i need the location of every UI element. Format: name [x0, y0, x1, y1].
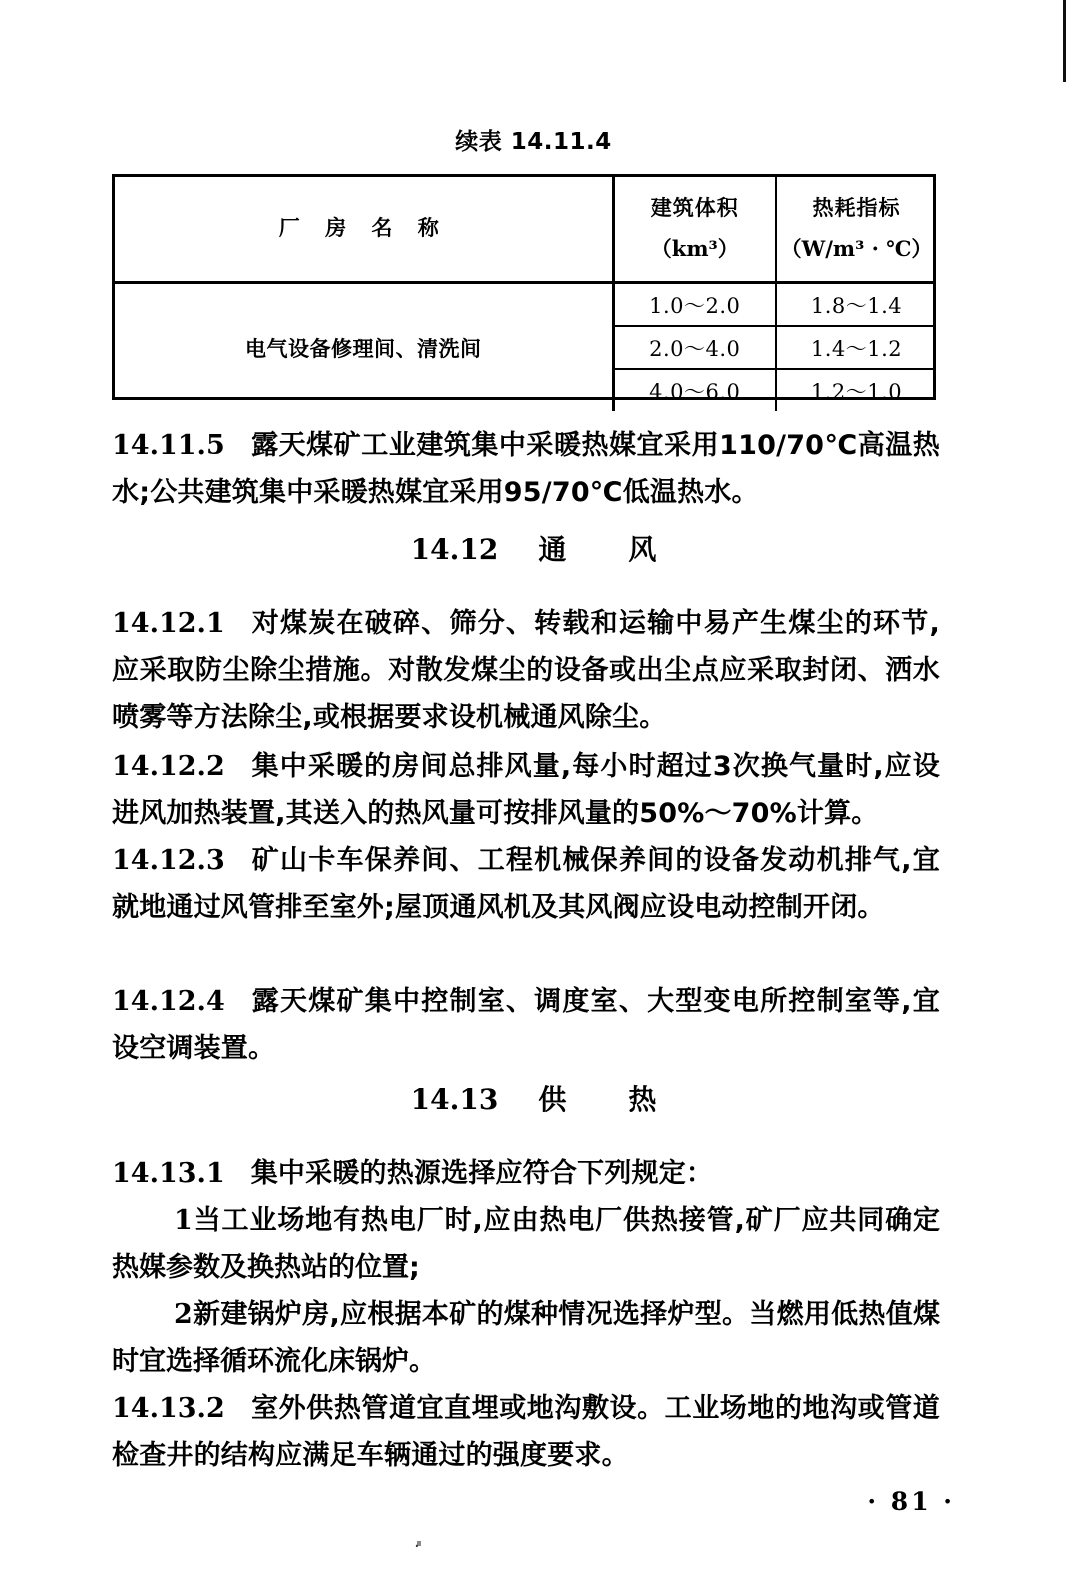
- table-header-heat-title: 热耗指标: [812, 196, 901, 221]
- clause-text: 对煤炭在破碎、筛分、转载和运输中易产生煤尘的环节,应采取防尘除尘措施。对散发煤尘的设备或出尘点应采取封闭、洒水喷雾等方法除尘,或根据要求设机械通风除尘。: [112, 608, 940, 733]
- table-header-heat: [776, 177, 936, 283]
- clause-14-12-2: [112, 743, 940, 837]
- clause-14-11-5: [112, 422, 940, 516]
- section-title-a: 供: [538, 1083, 567, 1116]
- table-caption: 续表 14.11.4: [455, 129, 612, 155]
- clause-text: 露天煤矿工业建筑集中采暖热媒宜采用110/70℃高温热水;公共建筑集中采暖热媒宜采用95/70℃低温热水。: [112, 430, 940, 508]
- table-header-volume: [613, 177, 776, 283]
- sub-item-1: [112, 1197, 940, 1291]
- scan-edge-artifact: [1063, 0, 1066, 82]
- continued-table: [112, 174, 936, 404]
- table-cell-room-name: 电气设备修理间、清洗间: [115, 283, 613, 412]
- clause-text: 矿山卡车保养间、工程机械保养间的设备发动机排气,宜就地通过风管排至室外;屋顶通风机及其风阀应设电动控制开闭。: [112, 845, 940, 923]
- table-header-heat-unit: （W/m³ · ℃）: [780, 236, 933, 261]
- clause-number: 14.12.4: [112, 986, 225, 1017]
- section-heading-14-12: [0, 528, 1067, 568]
- table-row: [115, 283, 936, 327]
- sub-item-2: [112, 1291, 940, 1385]
- clause-number: 14.13.2: [112, 1393, 225, 1424]
- table-cell-volume: 4.0～6.0: [613, 369, 776, 411]
- sub-item-text: 新建锅炉房,应根据本矿的煤种情况选择炉型。当燃用低热值煤时宜选择循环流化床锅炉。: [112, 1299, 940, 1377]
- table-cell-heat: 1.8～1.4: [776, 283, 936, 327]
- clause-number: 14.11.5: [112, 430, 225, 461]
- clause-14-12-1: [112, 600, 940, 741]
- clause-text: 露天煤矿集中控制室、调度室、大型变电所控制室等,宜设空调装置。: [112, 986, 940, 1064]
- clause-text: 集中采暖的热源选择应符合下列规定：: [250, 1158, 714, 1189]
- table-header-name: 厂 房 名 称: [278, 216, 448, 241]
- clause-text: 集中采暖的房间总排风量,每小时超过3次换气量时,应设进风加热装置,其送入的热风量可按排风量的50%～70%计算。: [112, 751, 940, 829]
- section-title-a: 通: [538, 533, 567, 566]
- section-number: 14.13: [410, 1083, 499, 1116]
- sub-item-index: 1: [174, 1205, 193, 1236]
- clause-number: 14.12.3: [112, 845, 225, 876]
- section-title-b: 热: [628, 1083, 657, 1116]
- table-cell-heat: 1.4～1.2: [776, 326, 936, 369]
- clause-14-12-3: [112, 837, 940, 931]
- table-cell-volume: 2.0～4.0: [613, 326, 776, 369]
- table-cell-volume: 1.0～2.0: [613, 283, 776, 327]
- sub-item-index: 2: [174, 1299, 193, 1330]
- table-header-volume-title: 建筑体积: [650, 196, 739, 221]
- table-header-volume-unit: （km³）: [650, 236, 739, 261]
- section-title-b: 风: [628, 533, 657, 566]
- sub-item-text: 当工业场地有热电厂时,应由热电厂供热接管,矿厂应共同确定热媒参数及换热站的位置;: [112, 1205, 940, 1283]
- table-cell-heat: 1.2～1.0: [776, 369, 936, 411]
- section-number: 14.12: [410, 533, 499, 566]
- clause-14-13-2: [112, 1385, 940, 1479]
- clause-text: 室外供热管道宜直埋或地沟敷设。工业场地的地沟或管道检查井的结构应满足车辆通过的强度要求。: [112, 1393, 940, 1471]
- clause-number: 14.12.2: [112, 751, 225, 782]
- clause-14-12-4: [112, 978, 940, 1072]
- section-heading-14-13: [0, 1078, 1067, 1118]
- bottom-center-mark: ·: [414, 1536, 420, 1557]
- clause-number: 14.12.1: [112, 608, 225, 639]
- clause-14-13-1: [112, 1150, 940, 1197]
- clause-number: 14.13.1: [112, 1158, 225, 1189]
- table-header-row: [115, 177, 936, 283]
- page-number: · 81 ·: [867, 1487, 955, 1516]
